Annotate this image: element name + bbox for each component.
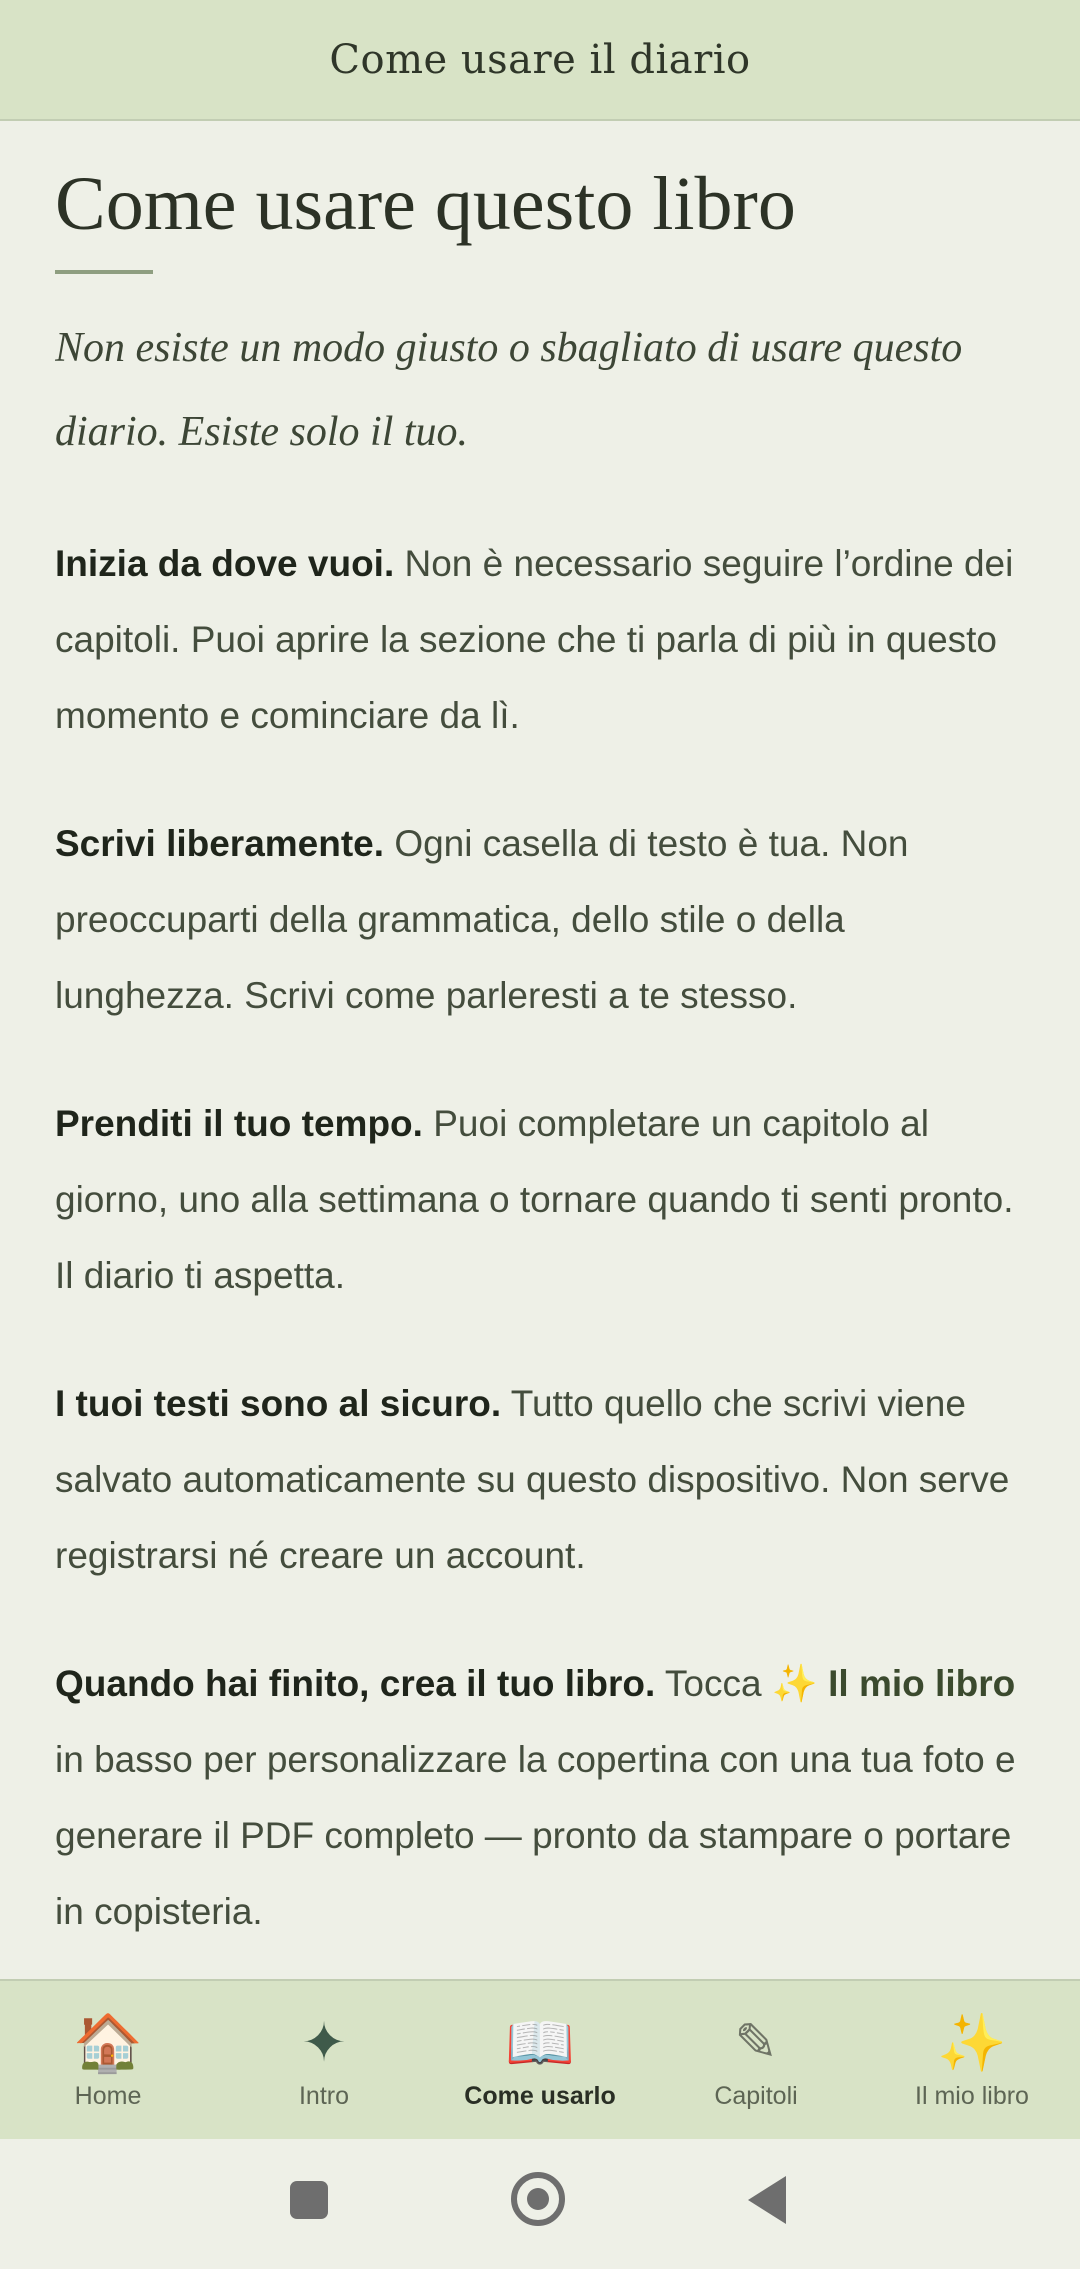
section-take-your-time bbox=[55, 1086, 1025, 1314]
nav-label: Il mio libro bbox=[915, 2081, 1029, 2110]
section-lead: I tuoi testi sono al sicuro. bbox=[55, 1383, 502, 1425]
section-body: Non è necessario seguire l’ordine dei capitoli. Puoi aprire la sezione che ti parla di più in questo momento e cominciare da lì. bbox=[55, 543, 1014, 737]
app-header bbox=[0, 0, 1080, 121]
recent-apps-button[interactable] bbox=[290, 2181, 328, 2219]
nav-label: Home bbox=[74, 2081, 142, 2110]
nav-label: Intro bbox=[298, 2081, 350, 2110]
section-body: in basso per personalizzare la copertina con una tua foto e generare il PDF completo — pronto da stampare o portare in copisteria. bbox=[55, 1739, 1016, 1933]
nav-label: Capitoli bbox=[714, 2081, 798, 2110]
section-start-anywhere bbox=[55, 526, 1025, 754]
intro-text: Non esiste un modo giusto o sbagliato di usare questo diario. Esiste solo il tuo. bbox=[55, 325, 963, 456]
section-body: Tutto quello che scrivi viene salvato automaticamente su questo dispositivo. Non serve registrarsi né creare un account. bbox=[55, 1383, 1010, 1577]
section-create-book bbox=[55, 1646, 1025, 1950]
system-navigation-bar bbox=[0, 2139, 1080, 2269]
section-write-freely bbox=[55, 806, 1025, 1034]
nav-item-home[interactable] bbox=[0, 1981, 216, 2139]
sparkles-icon: ✨ bbox=[937, 2010, 1007, 2074]
pencil-icon: ✎ bbox=[734, 2013, 778, 2072]
main-content[interactable] bbox=[55, 121, 1025, 1981]
nav-item-come-usarlo[interactable] bbox=[432, 1981, 648, 2139]
header-title: Come usare il diario bbox=[329, 36, 751, 83]
section-body: Puoi completare un capitolo al giorno, uno alla settimana o tornare quando ti senti pronto. Il diario ti aspetta. bbox=[55, 1103, 1014, 1297]
sparkle-star-icon: ✦ bbox=[301, 2012, 347, 2073]
my-book-reference: Il mio libro bbox=[828, 1663, 1016, 1705]
section-lead: Scrivi liberamente. bbox=[55, 823, 385, 865]
house-icon: 🏠 bbox=[73, 2010, 143, 2074]
nav-label: Come usarlo bbox=[464, 2081, 616, 2110]
open-book-icon: 📖 bbox=[505, 2010, 575, 2074]
section-body: Ogni casella di testo è tua. Non preoccuparti della grammatica, dello stile o della lunghezza. Scrivi come parleresti a te stesso. bbox=[55, 823, 909, 1017]
title-divider bbox=[55, 270, 153, 274]
nav-item-il-mio-libro[interactable] bbox=[864, 1981, 1080, 2139]
section-lead: Prenditi il tuo tempo. bbox=[55, 1103, 423, 1145]
section-texts-safe bbox=[55, 1366, 1025, 1594]
page-title: Come usare questo libro bbox=[55, 162, 796, 246]
bottom-navigation bbox=[0, 1979, 1080, 2139]
section-lead: Quando hai finito, crea il tuo libro. bbox=[55, 1663, 656, 1705]
nav-item-capitoli[interactable] bbox=[648, 1981, 864, 2139]
nav-item-intro[interactable] bbox=[216, 1981, 432, 2139]
home-button[interactable] bbox=[511, 2172, 565, 2226]
back-button[interactable] bbox=[748, 2176, 786, 2224]
section-lead: Inizia da dove vuoi. bbox=[55, 543, 395, 585]
section-body: Tocca ✨ bbox=[655, 1663, 829, 1705]
